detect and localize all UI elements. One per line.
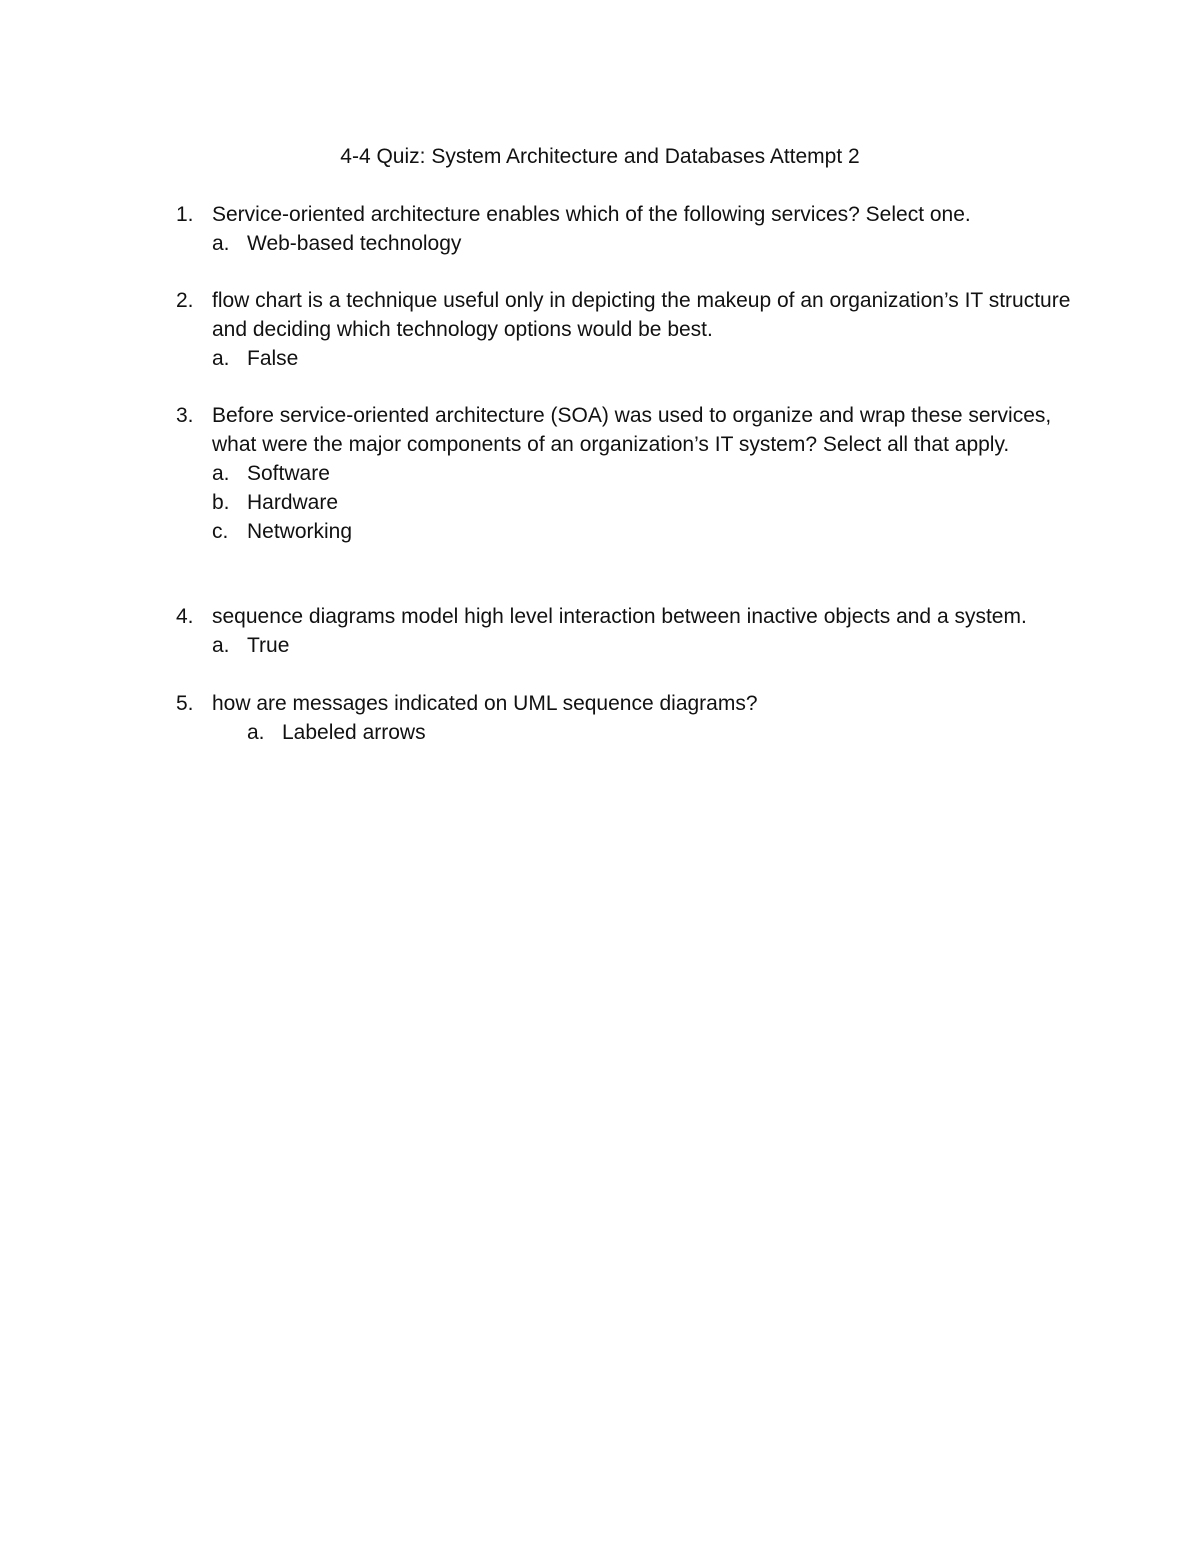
question-number: 3. xyxy=(176,404,194,427)
answer-letter: a. xyxy=(212,462,230,485)
answer-text: Web-based technology xyxy=(247,232,462,255)
answer-text: Hardware xyxy=(247,491,339,514)
answer-item xyxy=(212,344,1076,373)
answer-item xyxy=(212,229,1076,258)
answer-item xyxy=(212,459,1076,488)
answer-item xyxy=(247,718,1076,747)
answer-text: False xyxy=(247,347,299,370)
question-text: Before service-oriented architecture (SOA) was used to organize and wrap these services, what were the major components of an organization’s IT system? Select all that apply. xyxy=(212,404,1052,456)
answer-letter: a. xyxy=(247,721,265,744)
answer-text: True xyxy=(247,634,290,657)
answer-text: Networking xyxy=(247,520,353,543)
answer-item xyxy=(212,631,1076,660)
question-text: flow chart is a technique useful only in depicting the makeup of an organization’s IT structure and deciding which technology options would be best. xyxy=(212,289,1071,341)
answer-letter: c. xyxy=(212,520,229,543)
question-number: 1. xyxy=(176,203,194,226)
question-text: how are messages indicated on UML sequence diagrams? xyxy=(212,692,758,715)
question-3 xyxy=(176,401,1076,546)
question-1 xyxy=(176,200,1076,258)
answer-letter: a. xyxy=(212,232,230,255)
question-4 xyxy=(176,602,1076,660)
question-text: Service-oriented architecture enables which of the following services? Select one. xyxy=(212,203,971,226)
document-title: 4-4 Quiz: System Architecture and Databases Attempt 2 xyxy=(340,145,860,168)
answer-letter: a. xyxy=(212,347,230,370)
answer-text: Labeled arrows xyxy=(282,721,426,744)
answer-letter: a. xyxy=(212,634,230,657)
answer-text: Software xyxy=(247,462,330,485)
question-2 xyxy=(176,286,1076,373)
question-text: sequence diagrams model high level interaction between inactive objects and a system. xyxy=(212,605,1027,628)
question-number: 4. xyxy=(176,605,194,628)
answer-letter: b. xyxy=(212,491,230,514)
question-number: 5. xyxy=(176,692,194,715)
answer-item xyxy=(212,517,1076,546)
answer-item xyxy=(212,488,1076,517)
question-5 xyxy=(176,689,1076,747)
question-number: 2. xyxy=(176,289,194,312)
